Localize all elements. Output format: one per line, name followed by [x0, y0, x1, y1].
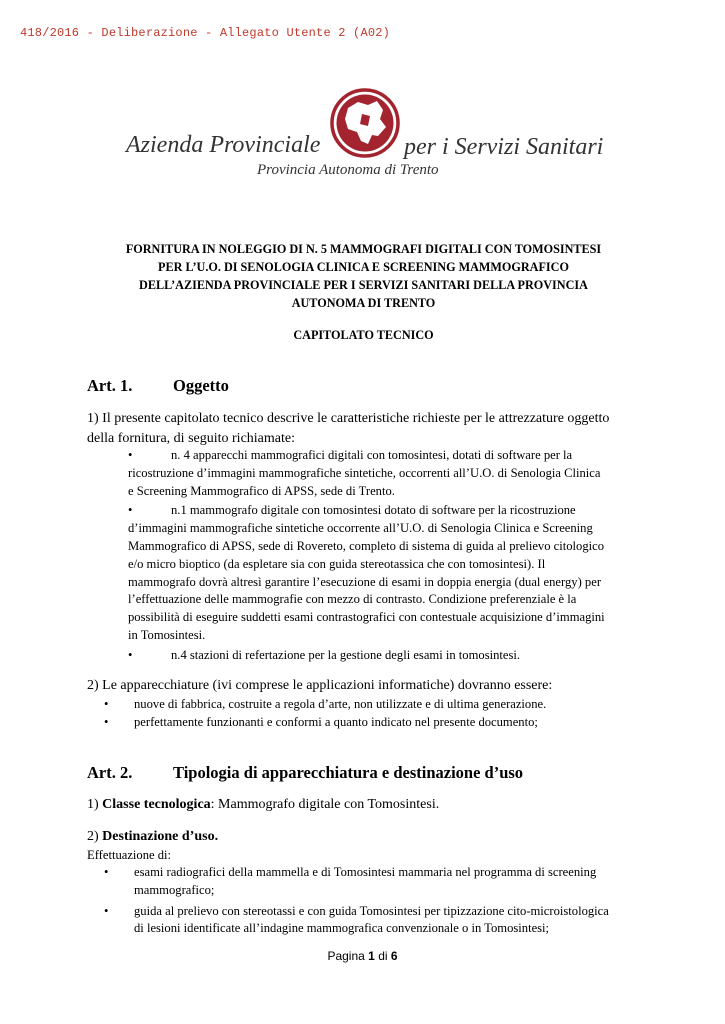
bullet-line: e/o micro bioptico (da espletare sia con guida stereotassica che con tomosintesi). Il	[128, 556, 546, 571]
current-page: 1	[368, 949, 375, 963]
art1-bullet-list-2	[104, 696, 654, 732]
bullet-line: in Tomosintesi.	[128, 627, 206, 642]
art2-heading	[87, 763, 523, 783]
list-item	[128, 647, 648, 665]
bullet-dot-icon: •	[128, 503, 133, 518]
bullet-dot-icon: •	[104, 714, 109, 729]
list-item	[104, 903, 654, 939]
item-prefix: 2)	[87, 829, 103, 844]
art1-intro-line: 1) Il presente capitolato tecnico descrive le caratteristiche richieste per le attrezzature oggetto	[87, 411, 610, 426]
title-line: AUTONOMA DI TRENTO	[291, 296, 436, 310]
art1-para2: 2) Le apparecchiature (ivi comprese le applicazioni informatiche) dovranno essere:	[87, 678, 553, 693]
art1-heading	[87, 376, 229, 396]
bullet-line: mammografico;	[134, 882, 215, 897]
bullet-text: nuove di fabbrica, costruite a regola d’arte, non utilizzate e di ultima generazione.	[134, 697, 547, 711]
art2-item1	[87, 795, 647, 815]
logo-right-text: per i Servizi Sanitari	[404, 134, 604, 160]
bullet-dot-icon: •	[128, 448, 133, 462]
bullet-line: guida al prelievo con stereotassi e con guida Tomosintesi per tipizzazione cito-microistologica	[134, 903, 609, 918]
art2-bullet-list	[104, 864, 654, 938]
art1-bullet-list	[128, 447, 648, 665]
bullet-first-line: n.1 mammografo digitale con tomosintesi dotato di software per la ricostruzione	[171, 503, 576, 518]
footer-di: di	[378, 949, 388, 963]
art1-number: Art. 1.	[87, 376, 133, 395]
bullet-first-line: n. 4 apparecchi mammografici digitali con tomosintesi, dotati di software per la	[171, 448, 573, 462]
list-item	[104, 696, 654, 714]
document-title	[86, 240, 641, 312]
art1-intro-line: della fornitura, di seguito richiamate:	[87, 431, 295, 446]
title-line: DELL’AZIENDA PROVINCIALE PER I SERVIZI SANITARI DELLA PROVINCIA	[139, 278, 588, 292]
bullet-dot-icon: •	[104, 903, 109, 918]
title-line: PER L’U.O. DI SENOLOGIA CLINICA E SCREENING MAMMOGRAFICO	[158, 260, 569, 274]
bullet-dot-icon: •	[128, 647, 133, 662]
trentino-emblem-icon	[328, 86, 402, 160]
item-label: Destinazione d’uso.	[102, 829, 219, 844]
page-footer	[0, 949, 725, 963]
art2-title: Tipologia di apparecchiatura e destinazione d’uso	[173, 763, 524, 782]
document-subtitle: CAPITOLATO TECNICO	[293, 328, 434, 342]
list-item	[128, 447, 648, 500]
bullet-line: Mammografico di APSS, sede di Rovereto, completo di sistema di guida al prelievo citologico	[128, 538, 605, 553]
bullet-line: mammografo dovrà altresì garantire l’esecuzione di esami in doppia energia (dual energy) per	[128, 574, 602, 589]
document-header: 418/2016 - Deliberazione - Allegato Utente 2 (A02)	[20, 26, 391, 40]
footer-prefix: Pagina	[327, 949, 365, 963]
art1-intro	[87, 409, 647, 449]
bullet-line: l’effettuazione delle mammografie con mezzo di contrasto. Condizione preferenziale è la	[128, 592, 577, 607]
list-item	[104, 864, 654, 900]
art2-item2	[87, 827, 647, 847]
total-pages: 6	[390, 949, 398, 963]
bullet-line: ricostruzione d’immagini mammografiche sintetiche, occorrenti all’U.O. di Senologia Clinica	[128, 465, 601, 480]
list-item	[128, 502, 648, 644]
logo-left-text: Azienda Provinciale	[126, 132, 321, 158]
bullet-line: di lesioni identificate all’indagine mammografica convenzionale o in Tomosintesi;	[134, 921, 550, 936]
bullet-dot-icon: •	[104, 865, 109, 879]
bullet-line: e Screening Mammografico di APSS, sede di Trento.	[128, 483, 395, 498]
item-prefix: 1)	[87, 797, 103, 812]
list-item	[104, 714, 654, 732]
art2-number: Art. 2.	[87, 763, 133, 782]
art1-title: Oggetto	[173, 376, 229, 395]
bullet-dot-icon: •	[104, 697, 109, 711]
effettuazione-label: Effettuazione di:	[87, 848, 172, 862]
item-text: : Mammografo digitale con Tomosintesi.	[210, 797, 440, 812]
bullet-text: perfettamente funzionanti e conformi a quanto indicato nel presente documento;	[134, 714, 538, 729]
bullet-first-line: n.4 stazioni di refertazione per la gestione degli esami in tomosintesi.	[171, 647, 521, 662]
logo-sub-text: Provincia Autonoma di Trento	[257, 162, 439, 178]
apss-logo	[0, 82, 725, 186]
bullet-line: possibilità di eseguire suddetti esami contrastografici con contestuale acquisizione d’immagini	[128, 610, 605, 625]
bullet-line: esami radiografici della mammella e di Tomosintesi mammaria nel programma di screening	[134, 865, 597, 879]
item-label: Classe tecnologica	[102, 797, 211, 812]
title-line: FORNITURA IN NOLEGGIO DI N. 5 MAMMOGRAFI DIGITALI CON TOMOSINTESI	[125, 242, 602, 256]
bullet-line: d’immagini mammografiche sintetiche occorrente all’U.O. di Senologia Clinica e Screening	[128, 521, 593, 536]
